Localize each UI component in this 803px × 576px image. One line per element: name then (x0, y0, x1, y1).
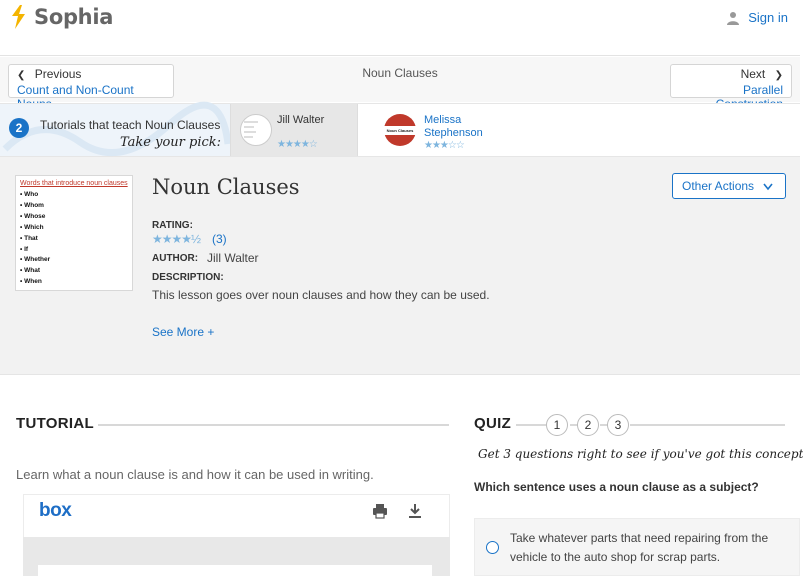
site-header (0, 0, 800, 56)
star-rating: ★★★☆☆ (424, 140, 464, 151)
box-logo: box (39, 500, 72, 521)
rating-label: RATING: (152, 220, 193, 231)
print-icon[interactable] (372, 503, 388, 519)
card-author-last: Stephenson (424, 127, 483, 139)
thumbnail-item: • Whether (20, 256, 51, 264)
quiz-prompt: Get 3 questions right to see if you've got this concept (478, 447, 803, 461)
avatar (384, 114, 416, 146)
author-value: Jill Walter (207, 251, 259, 265)
previous-button[interactable] (8, 64, 174, 98)
radio-button[interactable] (486, 541, 499, 554)
next-title (679, 67, 783, 83)
tutorial-heading: TUTORIAL (16, 415, 94, 432)
lesson-nav (0, 57, 800, 102)
thumbnail-title: Words that introduce noun clauses (20, 180, 128, 187)
chevron-down-icon (763, 183, 773, 191)
logo-text: Sophia (34, 5, 114, 29)
avatar (240, 114, 272, 146)
quiz-question: Which sentence uses a noun clause as a subject? (474, 480, 759, 494)
tutorials-bar (0, 103, 800, 157)
thumbnail-item: • When (20, 278, 42, 286)
tutorial-card-melissa-stephenson[interactable] (358, 104, 800, 156)
lesson-thumbnail (15, 175, 133, 291)
quiz-divider-right (630, 424, 785, 426)
tutorials-prompt (0, 104, 230, 156)
rating-stars: ★★★★½ (152, 232, 201, 246)
download-icon[interactable] (408, 503, 422, 519)
other-actions-label: Other Actions (682, 179, 755, 193)
sign-in-label: Sign in (748, 10, 788, 25)
card-author: Jill Walter (277, 114, 325, 126)
box-document-page (38, 565, 432, 576)
description-value: This lesson goes over noun clauses and how they can be used. (152, 288, 490, 302)
sophia-logo[interactable] (8, 4, 113, 30)
thumbnail-item: • That (20, 234, 38, 242)
rating-count[interactable]: (3) (212, 232, 227, 246)
nav-center-title: Noun Clauses (362, 66, 438, 80)
sophia-logo-icon (8, 4, 28, 30)
option-text: Take whatever parts that need repairing from the vehicle to the auto shop for scrap parts. (510, 531, 769, 564)
chevron-left-icon: ❮ (17, 70, 26, 81)
author-label: AUTHOR: (152, 253, 199, 264)
quiz-number-3: 3 (607, 414, 629, 436)
thumb-caption: Noun Clauses (384, 126, 416, 135)
tutorial-description: Learn what a noun clause is and how it can be used in writing. (16, 467, 374, 482)
quiz-option-1[interactable] (474, 518, 800, 576)
thumbnail-item: • Whose (20, 212, 46, 220)
card-author-first: Melissa (424, 114, 462, 126)
description-label: DESCRIPTION: (152, 272, 224, 283)
previous-link[interactable]: Count and Non-Count (17, 83, 134, 97)
quiz-number-2: 2 (577, 414, 599, 436)
next-label: Next (740, 67, 766, 81)
next-button[interactable] (670, 64, 792, 98)
lesson-title: Noun Clauses (152, 175, 300, 199)
quiz-heading: QUIZ (474, 415, 512, 432)
tutorial-count-badge: 2 (9, 118, 29, 138)
user-icon (726, 11, 740, 25)
see-more-link[interactable]: See More + (152, 325, 215, 339)
thumbnail-item: • Who (20, 191, 39, 198)
thumbnail-item: • Whom (20, 201, 44, 209)
other-actions-button[interactable] (672, 173, 786, 199)
tutorials-label: Tutorials that teach Noun Clauses (40, 118, 221, 132)
sign-in-link[interactable] (726, 10, 788, 25)
thumbnail-list (20, 190, 128, 288)
document-thumbnail-icon (241, 115, 273, 147)
quiz-number-1: 1 (546, 414, 568, 436)
previous-title (17, 67, 165, 83)
take-your-pick-text: Take your pick: (120, 135, 222, 150)
next-link[interactable]: Parallel (742, 83, 783, 97)
star-rating: ★★★★☆ (277, 139, 317, 150)
tutorial-card-jill-walter[interactable] (230, 104, 358, 156)
thumbnail-item: • Which (20, 223, 44, 231)
thumbnail-item: • If (20, 245, 29, 253)
tutorial-divider (98, 424, 449, 426)
quiz-divider-left (516, 424, 546, 426)
chevron-right-icon: ❯ (774, 70, 783, 81)
thumbnail-item: • What (20, 267, 40, 275)
previous-label: Previous (34, 67, 82, 81)
lesson-info (0, 157, 800, 375)
